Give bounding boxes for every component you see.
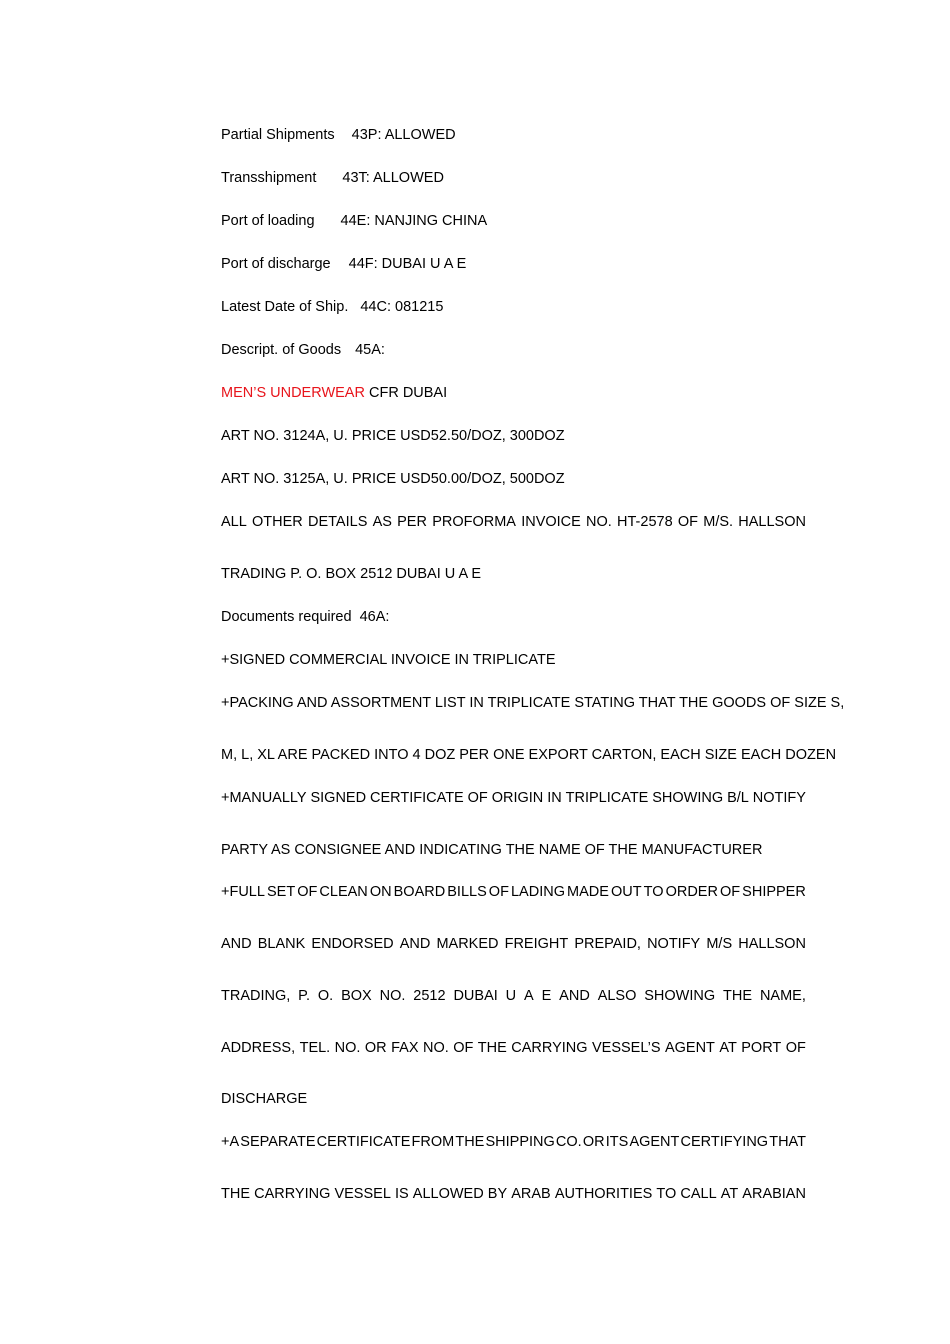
word: E bbox=[541, 988, 552, 1004]
word: BOARD bbox=[393, 884, 446, 900]
word: AND bbox=[559, 988, 590, 1004]
documents-required-heading bbox=[221, 608, 806, 626]
field-value: 43T: ALLOWED bbox=[342, 170, 444, 186]
word: AS bbox=[372, 514, 392, 530]
word: LADING bbox=[510, 884, 565, 900]
word: OF bbox=[467, 790, 488, 806]
field-value: 43P: ALLOWED bbox=[351, 127, 456, 143]
field-transshipment bbox=[221, 169, 806, 187]
goods-name-rest: CFR DUBAI bbox=[368, 385, 448, 401]
word: NO. bbox=[586, 514, 612, 530]
field-partial-shipments bbox=[221, 126, 806, 144]
word: TO bbox=[643, 884, 664, 900]
word: ALLOWED bbox=[412, 1186, 484, 1202]
doc-commercial-invoice: +SIGNED COMMERCIAL INVOICE IN TRIPLICATE bbox=[221, 652, 556, 668]
doc-packing-list-line-1: +PACKING AND ASSORTMENT LIST IN TRIPLICATE STATING THAT THE GOODS OF SIZE S, bbox=[221, 695, 845, 711]
word: FAX bbox=[391, 1040, 419, 1056]
word: AGENT bbox=[629, 1134, 680, 1150]
field-value: 45A: bbox=[355, 342, 385, 358]
word: P. bbox=[298, 988, 311, 1004]
word: HALLSON bbox=[738, 936, 806, 952]
word: OF bbox=[719, 884, 741, 900]
field-value: 44C: 081215 bbox=[360, 299, 444, 315]
doc-packing-list-line-2: M, L, XL ARE PACKED INTO 4 DOZ PER ONE EXPORT CARTON, EACH SIZE EACH DOZEN bbox=[221, 747, 837, 763]
word: NAME, bbox=[759, 988, 806, 1004]
doc-certificate-origin-line-2: PARTY AS CONSIGNEE AND INDICATING THE NAME OF THE MANUFACTURER bbox=[221, 842, 763, 858]
doc-shipping-certificate-line-1 bbox=[221, 1133, 806, 1151]
word: ITS bbox=[605, 1134, 629, 1150]
doc-certificate-origin-line-1 bbox=[221, 789, 806, 807]
word: DETAILS bbox=[308, 514, 368, 530]
word: TRIPLICATE bbox=[565, 790, 649, 806]
word: OUT bbox=[610, 884, 642, 900]
word: BILLS bbox=[447, 884, 487, 900]
word: ORDER bbox=[665, 884, 718, 900]
word: AT bbox=[719, 1040, 737, 1056]
word: +A bbox=[221, 1134, 240, 1150]
word: PREPAID, bbox=[574, 936, 641, 952]
field-label: Partial Shipments bbox=[221, 127, 335, 143]
word: HALLSON bbox=[738, 514, 806, 530]
word: THE bbox=[477, 1040, 507, 1056]
word: ON bbox=[369, 884, 392, 900]
word: CARRYING bbox=[254, 1186, 331, 1202]
word: CERTIFYING bbox=[680, 1134, 769, 1150]
word: +FULL bbox=[221, 884, 265, 900]
word: AT bbox=[720, 1186, 739, 1202]
field-latest-date-of-ship bbox=[221, 298, 806, 316]
word: OF bbox=[677, 514, 699, 530]
word: SIGNED bbox=[310, 790, 367, 806]
word: SHOWING bbox=[644, 988, 716, 1004]
word: ALL bbox=[221, 514, 247, 530]
word: A bbox=[524, 988, 534, 1004]
word: B/L bbox=[727, 790, 749, 806]
word: NO. bbox=[379, 988, 406, 1004]
field-value: 44F: DUBAI U A E bbox=[348, 256, 467, 272]
word: U bbox=[505, 988, 517, 1004]
word: AUTHORITIES bbox=[554, 1186, 653, 1202]
word: FREIGHT bbox=[504, 936, 569, 952]
word: OF bbox=[453, 1040, 474, 1056]
word: THE bbox=[221, 1186, 250, 1202]
word: SHIPPER bbox=[742, 884, 806, 900]
goods-other-details-line-2: TRADING P. O. BOX 2512 DUBAI U A E bbox=[221, 566, 482, 582]
word: VESSEL bbox=[334, 1186, 391, 1202]
word: AND bbox=[221, 936, 252, 952]
word: AND bbox=[399, 936, 431, 952]
word: TEL. bbox=[299, 1040, 331, 1056]
doc-bill-of-lading-line-2 bbox=[221, 935, 806, 953]
word: FROM bbox=[411, 1134, 455, 1150]
word: OR bbox=[582, 1134, 605, 1150]
word: CLEAN bbox=[319, 884, 368, 900]
word: TO bbox=[656, 1186, 677, 1202]
word: CALL bbox=[680, 1186, 717, 1202]
word: BOX bbox=[341, 988, 372, 1004]
word: DUBAI bbox=[453, 988, 498, 1004]
field-label: Port of loading bbox=[221, 213, 315, 229]
word: NOTIFY bbox=[752, 790, 806, 806]
word: INVOICE bbox=[521, 514, 581, 530]
word: ARABIAN bbox=[742, 1186, 806, 1202]
word: PORT bbox=[741, 1040, 782, 1056]
word: AGENT bbox=[664, 1040, 715, 1056]
word: SHIPPING bbox=[485, 1134, 555, 1150]
word: CO. bbox=[555, 1134, 582, 1150]
word: NO. bbox=[422, 1040, 449, 1056]
word: VESSEL’S bbox=[591, 1040, 661, 1056]
word: IS bbox=[394, 1186, 409, 1202]
doc-bill-of-lading-line-5: DISCHARGE bbox=[221, 1091, 308, 1107]
doc-shipping-certificate-line-2 bbox=[221, 1185, 806, 1203]
goods-art-1: ART NO. 3124A, U. PRICE USD52.50/DOZ, 300DOZ bbox=[221, 428, 565, 444]
word: MARKED bbox=[436, 936, 499, 952]
field-label: Port of discharge bbox=[221, 256, 331, 272]
word: 2512 bbox=[413, 988, 446, 1004]
word: OR bbox=[364, 1040, 387, 1056]
word: PROFORMA bbox=[432, 514, 516, 530]
word: OF bbox=[297, 884, 318, 900]
goods-art-2: ART NO. 3125A, U. PRICE USD50.00/DOZ, 500DOZ bbox=[221, 471, 565, 487]
word: M/S. bbox=[703, 514, 734, 530]
field-description-of-goods bbox=[221, 341, 806, 359]
word: ALSO bbox=[597, 988, 637, 1004]
word: NO. bbox=[334, 1040, 361, 1056]
documents-code: 46A: bbox=[359, 609, 390, 625]
word: ARAB bbox=[511, 1186, 551, 1202]
word: IN bbox=[547, 790, 562, 806]
word: HT-2578 bbox=[617, 514, 673, 530]
word: M/S bbox=[706, 936, 733, 952]
word: CERTIFICATE bbox=[316, 1134, 411, 1150]
documents-label: Documents required bbox=[221, 609, 352, 625]
doc-bill-of-lading-line-4 bbox=[221, 1039, 806, 1057]
word: NOTIFY bbox=[647, 936, 701, 952]
word: MADE bbox=[567, 884, 609, 900]
word: +MANUALLY bbox=[221, 790, 307, 806]
word: ORIGIN bbox=[491, 790, 544, 806]
word: SEPARATE bbox=[240, 1134, 316, 1150]
goods-other-details-line-1 bbox=[221, 513, 806, 531]
word: THE bbox=[723, 988, 753, 1004]
word: BLANK bbox=[257, 936, 306, 952]
word: TRADING, bbox=[221, 988, 291, 1004]
field-label: Transshipment bbox=[221, 170, 317, 186]
word: PER bbox=[397, 514, 427, 530]
word: THE bbox=[455, 1134, 485, 1150]
field-label: Descript. of Goods bbox=[221, 342, 342, 358]
word: O. bbox=[317, 988, 334, 1004]
doc-bill-of-lading-line-1 bbox=[221, 883, 806, 901]
word: CARRYING bbox=[511, 1040, 588, 1056]
word: OF bbox=[488, 884, 509, 900]
word: SHOWING bbox=[652, 790, 724, 806]
goods-name-line bbox=[221, 384, 806, 402]
word: OF bbox=[785, 1040, 806, 1056]
word: THAT bbox=[769, 1134, 806, 1150]
goods-name-highlight: MEN’S UNDERWEAR bbox=[221, 385, 365, 401]
field-port-of-discharge bbox=[221, 255, 806, 273]
doc-bill-of-lading-line-3 bbox=[221, 987, 806, 1005]
word: ADDRESS, bbox=[221, 1040, 296, 1056]
word: SET bbox=[266, 884, 296, 900]
field-port-of-loading bbox=[221, 212, 806, 230]
word: CERTIFICATE bbox=[370, 790, 464, 806]
word: ENDORSED bbox=[311, 936, 394, 952]
field-label: Latest Date of Ship. bbox=[221, 299, 349, 315]
field-value: 44E: NANJING CHINA bbox=[340, 213, 488, 229]
word: OTHER bbox=[252, 514, 303, 530]
word: BY bbox=[487, 1186, 508, 1202]
